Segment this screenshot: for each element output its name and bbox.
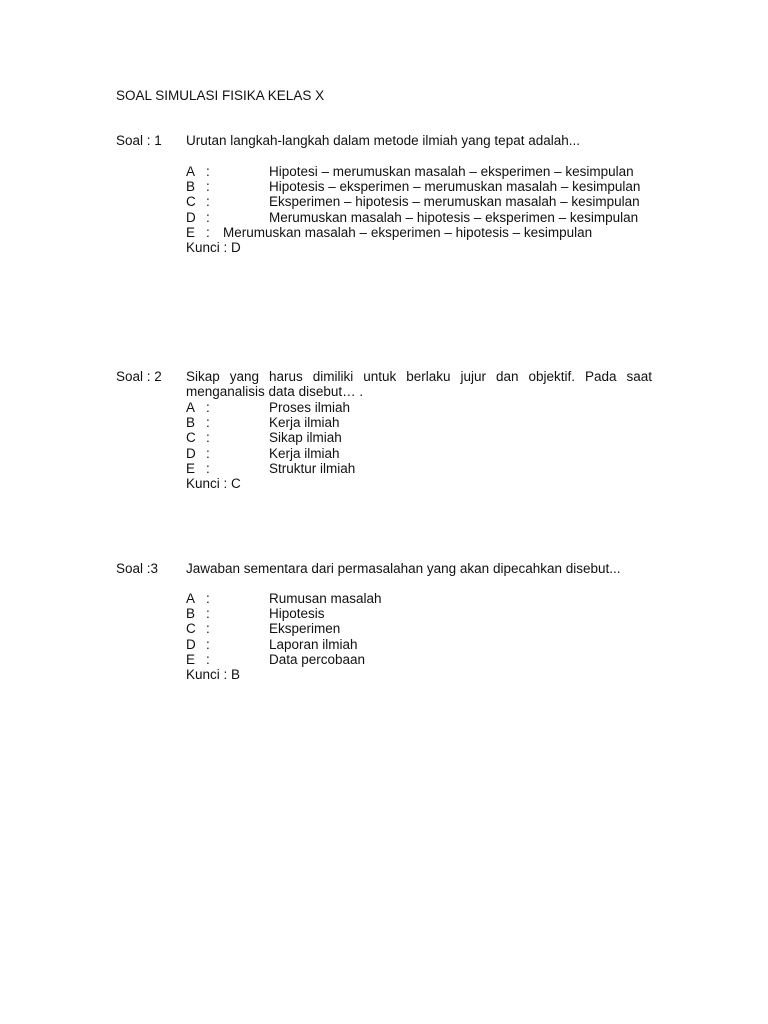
option-colon: : — [206, 224, 210, 240]
option-letter: D — [186, 209, 196, 225]
option-c — [186, 194, 652, 209]
option-text: Hipotesis — [269, 606, 325, 622]
answer-key: Kunci : D — [186, 240, 241, 256]
option-c — [186, 430, 652, 445]
option-text: Laporan ilmiah — [269, 636, 358, 652]
option-b — [186, 606, 652, 621]
options-list — [186, 591, 652, 682]
option-b — [186, 179, 652, 194]
question-label: Soal : 1 — [116, 133, 162, 148]
question-label: Soal :3 — [116, 561, 159, 576]
option-letter: A — [186, 591, 196, 606]
option-colon: : — [206, 430, 210, 446]
option-text: Merumuskan masalah – eksperimen – hipotesis – kesimpulan — [223, 224, 593, 240]
option-colon: : — [206, 651, 210, 667]
option-letter: B — [186, 606, 196, 622]
option-text: Sikap ilmiah — [269, 430, 342, 446]
option-colon: : — [206, 209, 210, 225]
question-label: Soal : 2 — [116, 369, 162, 384]
option-colon: : — [206, 415, 210, 431]
option-letter: E — [186, 651, 196, 667]
option-d — [186, 637, 652, 652]
option-text: Proses ilmiah — [269, 400, 351, 415]
option-letter: A — [186, 164, 196, 179]
option-colon: : — [206, 606, 210, 622]
options-list — [186, 164, 652, 255]
option-letter: D — [186, 445, 196, 461]
document-title: SOAL SIMULASI FISIKA KELAS X — [116, 88, 325, 103]
option-text: Data percobaan — [269, 651, 366, 667]
option-e — [186, 652, 652, 667]
option-a — [186, 164, 652, 179]
option-text: Hipotesis – eksperimen – merumuskan masalah – kesimpulan — [269, 179, 641, 195]
option-text: Rumusan masalah — [269, 591, 382, 606]
option-letter: C — [186, 194, 196, 210]
answer-key: Kunci : C — [186, 476, 241, 492]
answer-key: Kunci : B — [186, 667, 241, 683]
option-letter: B — [186, 415, 196, 431]
option-colon: : — [206, 460, 210, 476]
option-text: Eksperimen — [269, 621, 341, 637]
option-letter: E — [186, 224, 196, 240]
option-text: Eksperimen – hipotesis – merumuskan masalah – kesimpulan — [269, 194, 640, 210]
option-letter: D — [186, 636, 196, 652]
option-text: Struktur ilmiah — [269, 460, 356, 476]
option-b — [186, 415, 652, 430]
question-text: Urutan langkah-langkah dalam metode ilmiah yang tepat adalah... — [186, 133, 580, 148]
option-colon: : — [206, 400, 210, 415]
question-text: Sikap yang harus dimiliki untuk berlaku jujur dan objektif. Pada saat menganalisis data disebut… . — [186, 369, 652, 400]
option-a — [186, 591, 652, 606]
option-colon: : — [206, 621, 210, 637]
option-letter: B — [186, 179, 196, 195]
option-colon: : — [206, 179, 210, 195]
option-colon: : — [206, 636, 210, 652]
option-text: Kerja ilmiah — [269, 415, 340, 431]
option-e — [186, 225, 652, 240]
option-e — [186, 461, 652, 476]
option-letter: A — [186, 400, 196, 415]
option-c — [186, 621, 652, 636]
option-a — [186, 400, 652, 415]
option-colon: : — [206, 164, 210, 179]
option-d — [186, 210, 652, 225]
option-text: Hipotesi – merumuskan masalah – eksperimen – kesimpulan — [269, 164, 634, 179]
options-list — [186, 400, 652, 491]
option-text: Merumuskan masalah – hipotesis – eksperimen – kesimpulan — [269, 209, 639, 225]
option-letter: C — [186, 621, 196, 637]
option-text: Kerja ilmiah — [269, 445, 340, 461]
option-letter: E — [186, 460, 196, 476]
option-letter: C — [186, 430, 196, 446]
question-text: Jawaban sementara dari permasalahan yang akan dipecahkan disebut... — [186, 561, 621, 576]
option-colon: : — [206, 445, 210, 461]
option-d — [186, 446, 652, 461]
option-colon: : — [206, 194, 210, 210]
option-colon: : — [206, 591, 210, 606]
